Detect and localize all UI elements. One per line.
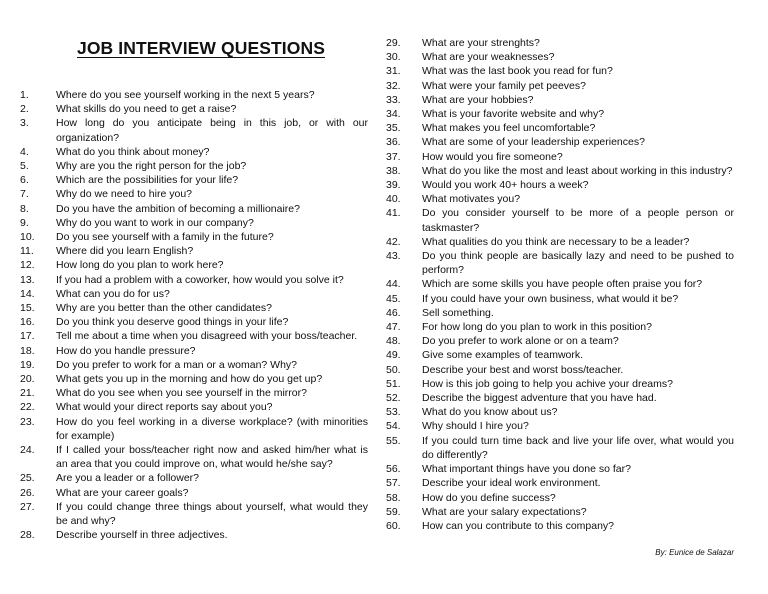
- question-number: 4.: [20, 145, 29, 158]
- question-text: How long do you plan to work here?: [56, 259, 224, 272]
- question-number: 37.: [386, 150, 401, 163]
- question-text: If you could turn time back and live your life over, what would you do differently?: [422, 434, 734, 461]
- question-number: 46.: [386, 306, 401, 319]
- page-title: JOB INTERVIEW QUESTIONS: [77, 38, 325, 58]
- question-item: [386, 292, 734, 306]
- question-text: What important things have you done so far?: [422, 463, 631, 476]
- question-text: How do you handle pressure?: [56, 344, 196, 357]
- question-number: 13.: [20, 273, 35, 286]
- question-number: 58.: [386, 491, 401, 504]
- question-text: What are your hobbies?: [422, 93, 534, 106]
- question-item: [20, 216, 368, 230]
- question-item: [386, 491, 734, 505]
- question-item: [20, 287, 368, 301]
- question-text: Describe your best and worst boss/teacher.: [422, 363, 624, 376]
- question-number: 36.: [386, 136, 401, 149]
- question-item: [20, 528, 368, 542]
- question-number: 43.: [386, 250, 401, 263]
- question-item: [386, 476, 734, 490]
- question-text: What were your family pet peeves?: [422, 79, 586, 92]
- question-number: 33.: [386, 93, 401, 106]
- question-number: 31.: [386, 65, 401, 78]
- question-item: [386, 79, 734, 93]
- question-text: Which are the possibilities for your life?: [56, 174, 239, 187]
- question-item: [20, 116, 368, 144]
- question-text: What are some of your leadership experiences?: [422, 136, 645, 149]
- question-item: [20, 486, 368, 500]
- question-text: What do you like the most and least about working in this industry?: [422, 164, 733, 177]
- question-item: [20, 400, 368, 414]
- question-item: [386, 505, 734, 519]
- question-item: [386, 334, 734, 348]
- question-text: What would your direct reports say about you?: [56, 401, 273, 414]
- question-item: [20, 244, 368, 258]
- question-text: If you could have your own business, what would it be?: [422, 292, 679, 305]
- question-item: [386, 107, 734, 121]
- question-number: 20.: [20, 373, 35, 386]
- question-item: [386, 306, 734, 320]
- question-item: [20, 230, 368, 244]
- question-item: [386, 150, 734, 164]
- question-number: 3.: [20, 117, 29, 130]
- question-item: [20, 415, 368, 443]
- question-text: Tell me about a time when you disagreed with your boss/teacher.: [56, 330, 358, 343]
- question-number: 49.: [386, 349, 401, 362]
- question-text: Do you consider yourself to be more of a people person or taskmaster?: [422, 207, 734, 234]
- question-number: 28.: [20, 529, 35, 542]
- question-number: 6.: [20, 174, 29, 187]
- question-item: [386, 377, 734, 391]
- question-text: How do you feel working in a diverse workplace? (with minorities for example): [56, 415, 368, 442]
- question-text: Why are you the right person for the job?: [56, 160, 247, 173]
- question-text: What qualities do you think are necessary to be a leader?: [422, 235, 690, 248]
- question-text: Where did you learn English?: [56, 245, 194, 258]
- question-number: 15.: [20, 302, 35, 315]
- question-number: 39.: [386, 179, 401, 192]
- question-text: Do you prefer to work alone or on a team?: [422, 335, 619, 348]
- question-text: What are your strenghts?: [422, 37, 540, 49]
- question-text: Why should I hire you?: [422, 420, 529, 433]
- question-item: [20, 329, 368, 343]
- question-number: 54.: [386, 420, 401, 433]
- question-text: Describe the biggest adventure that you have had.: [422, 392, 657, 405]
- question-text: How would you fire someone?: [422, 150, 563, 163]
- question-text: What motivates you?: [422, 193, 521, 206]
- question-number: 34.: [386, 108, 401, 121]
- question-number: 11.: [20, 245, 34, 258]
- question-text: How long do you anticipate being in this job, or with our organization?: [56, 117, 368, 144]
- question-item: [20, 88, 368, 102]
- question-item: [20, 315, 368, 329]
- question-text: What do you think about money?: [56, 145, 210, 158]
- question-item: [20, 102, 368, 116]
- question-number: 55.: [386, 434, 401, 447]
- question-number: 51.: [386, 377, 401, 390]
- question-number: 23.: [20, 415, 35, 428]
- question-number: 41.: [386, 207, 401, 220]
- question-text: Where do you see yourself working in the next 5 years?: [56, 89, 315, 101]
- question-number: 21.: [20, 387, 35, 400]
- question-text: Which are some skills you have people often praise you for?: [422, 278, 703, 291]
- question-item: [386, 462, 734, 476]
- question-number: 17.: [20, 330, 35, 343]
- question-number: 29.: [386, 37, 401, 49]
- question-text: Do you prefer to work for a man or a woman? Why?: [56, 358, 298, 371]
- question-text: What is your favorite website and why?: [422, 108, 605, 121]
- question-item: [20, 358, 368, 372]
- question-text: Sell something.: [422, 306, 494, 319]
- question-number: 42.: [386, 235, 401, 248]
- question-number: 26.: [20, 486, 35, 499]
- question-number: 48.: [386, 335, 401, 348]
- question-number: 10.: [20, 231, 35, 244]
- question-number: 38.: [386, 164, 401, 177]
- question-item: [20, 500, 368, 528]
- question-item: [20, 159, 368, 173]
- question-text: How do you define success?: [422, 491, 556, 504]
- question-text: If I called your boss/teacher right now and asked him/her what is an area that you could improve on, what would he/she say?: [56, 444, 368, 471]
- question-number: 7.: [20, 188, 29, 201]
- question-text: Why do you want to work in our company?: [56, 216, 254, 229]
- question-item: [386, 235, 734, 249]
- question-number: 44.: [386, 278, 401, 291]
- question-text: What do you know about us?: [422, 406, 558, 419]
- question-item: [386, 206, 734, 234]
- question-text: What are your weaknesses?: [422, 51, 555, 64]
- question-item: [386, 93, 734, 107]
- question-item: [386, 519, 734, 533]
- question-number: 5.: [20, 160, 29, 173]
- question-item: [386, 419, 734, 433]
- question-item: [386, 434, 734, 462]
- question-item: [20, 202, 368, 216]
- question-item: [20, 145, 368, 159]
- question-text: If you had a problem with a coworker, how would you solve it?: [56, 273, 344, 286]
- question-item: [20, 187, 368, 201]
- question-number: 9.: [20, 216, 29, 229]
- question-text: What was the last book you read for fun?: [422, 65, 613, 78]
- question-item: [20, 372, 368, 386]
- question-text: What skills do you need to get a raise?: [56, 103, 237, 116]
- question-list-left: [20, 88, 368, 543]
- question-item: [20, 258, 368, 272]
- question-item: [20, 301, 368, 315]
- author-credit: By: Eunice de Salazar: [655, 548, 734, 557]
- question-number: 35.: [386, 122, 401, 135]
- question-number: 14.: [20, 287, 35, 300]
- question-item: [386, 64, 734, 78]
- question-text: Why do we need to hire you?: [56, 188, 192, 201]
- question-number: 52.: [386, 392, 401, 405]
- question-list-right: [386, 36, 734, 533]
- question-number: 45.: [386, 292, 401, 305]
- question-item: [386, 405, 734, 419]
- question-number: 56.: [386, 463, 401, 476]
- question-number: 50.: [386, 363, 401, 376]
- question-item: [386, 164, 734, 178]
- question-text: If you could change three things about yourself, what would they be and why?: [56, 500, 368, 528]
- question-text: What gets you up in the morning and how do you get up?: [56, 373, 323, 386]
- question-number: 8.: [20, 202, 29, 215]
- question-number: 12.: [20, 259, 35, 272]
- question-item: [20, 386, 368, 400]
- question-item: [386, 249, 734, 277]
- question-item: [386, 192, 734, 206]
- question-number: 32.: [386, 79, 401, 92]
- question-text: Describe your ideal work environment.: [422, 477, 601, 490]
- question-text: Do you have the ambition of becoming a millionaire?: [56, 202, 300, 215]
- question-number: 30.: [386, 51, 401, 64]
- question-text: How is this job going to help you achive your dreams?: [422, 377, 673, 390]
- question-item: [20, 443, 368, 471]
- question-item: [386, 178, 734, 192]
- question-item: [386, 391, 734, 405]
- question-number: 16.: [20, 316, 35, 329]
- question-text: Why are you better than the other candidates?: [56, 302, 272, 315]
- question-number: 53.: [386, 406, 401, 419]
- question-number: 24.: [20, 444, 35, 457]
- question-item: [20, 471, 368, 485]
- question-text: Do you think you deserve good things in your life?: [56, 316, 289, 329]
- question-item: [20, 273, 368, 287]
- question-text: How can you contribute to this company?: [422, 519, 615, 532]
- question-number: 22.: [20, 401, 35, 414]
- question-item: [386, 36, 734, 50]
- question-text: What are your career goals?: [56, 486, 189, 499]
- question-number: 47.: [386, 321, 401, 334]
- question-item: [386, 320, 734, 334]
- question-number: 40.: [386, 193, 401, 206]
- question-text: Do you think people are basically lazy and need to be pushed to perform?: [422, 250, 734, 277]
- question-text: Would you work 40+ hours a week?: [422, 179, 589, 192]
- question-number: 19.: [20, 358, 35, 371]
- question-number: 57.: [386, 477, 401, 490]
- question-item: [386, 277, 734, 291]
- question-text: What can you do for us?: [56, 287, 170, 300]
- question-text: Describe yourself in three adjectives.: [56, 529, 228, 542]
- question-number: 18.: [20, 344, 35, 357]
- question-item: [386, 50, 734, 64]
- question-number: 27.: [20, 500, 35, 513]
- question-text: What do you see when you see yourself in the mirror?: [56, 387, 307, 400]
- question-text: What makes you feel uncomfortable?: [422, 122, 596, 135]
- question-number: 59.: [386, 505, 401, 518]
- question-text: Do you see yourself with a family in the future?: [56, 231, 274, 244]
- question-number: 1.: [20, 89, 29, 101]
- question-number: 2.: [20, 103, 29, 116]
- question-item: [386, 363, 734, 377]
- question-number: 60.: [386, 519, 401, 532]
- question-text: Are you a leader or a follower?: [56, 472, 199, 485]
- question-number: 25.: [20, 472, 35, 485]
- question-text: For how long do you plan to work in this position?: [422, 321, 652, 334]
- question-item: [386, 348, 734, 362]
- question-item: [386, 135, 734, 149]
- question-item: [20, 344, 368, 358]
- question-text: What are your salary expectations?: [422, 505, 587, 518]
- question-text: Give some examples of teamwork.: [422, 349, 584, 362]
- question-item: [20, 173, 368, 187]
- question-item: [386, 121, 734, 135]
